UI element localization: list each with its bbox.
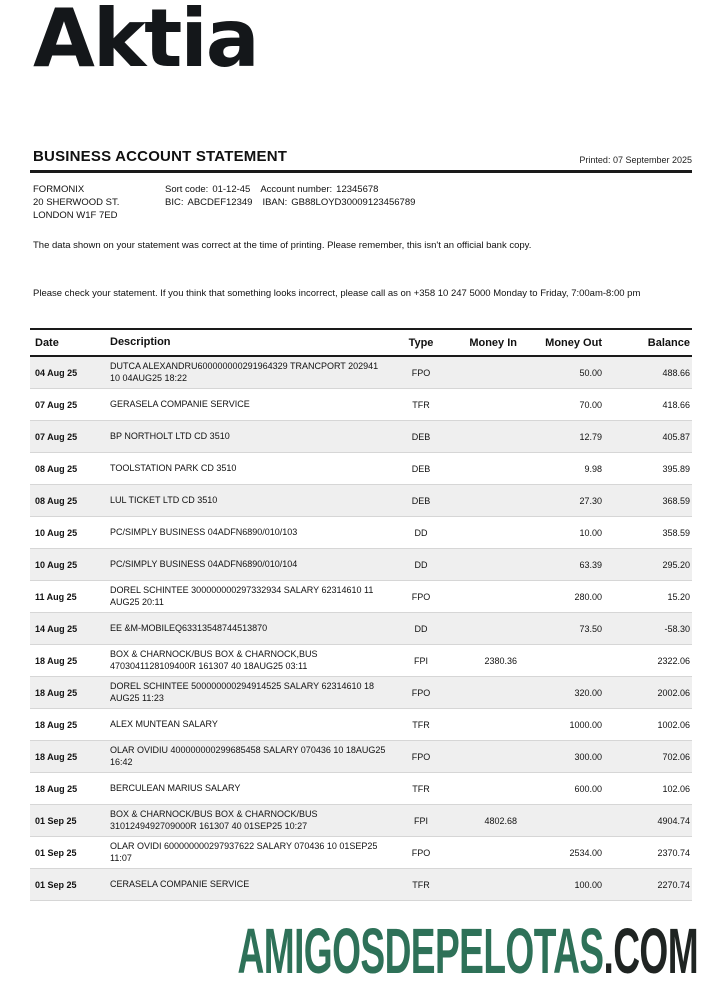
row-money-in: 4802.68 — [484, 815, 517, 826]
row-type: FPO — [411, 847, 431, 858]
row-description: BOX & CHARNOCK/BUS BOX & CHARNOCK,BUS 4703041128109400R 161307 40 18AUG25 03:11 — [110, 649, 318, 671]
table-row — [30, 805, 692, 837]
table-row — [30, 741, 692, 773]
bic-iban-line — [165, 196, 419, 209]
row-type: TFR — [412, 399, 430, 410]
row-date: 01 Sep 25 — [35, 815, 77, 826]
header-description: Description — [110, 335, 171, 348]
row-date: 01 Sep 25 — [35, 879, 77, 890]
table-row — [30, 837, 692, 869]
account-number-value: 12345678 — [336, 184, 379, 195]
row-type: TFR — [412, 879, 430, 890]
row-balance: 488.66 — [662, 367, 690, 378]
row-type: DD — [414, 623, 428, 634]
row-description: BP NORTHOLT LTD CD 3510 — [110, 430, 230, 441]
contact-notice: Please check your statement. If you think that something looks incorrect, please call as on +358 10 247 5000 Monday to Friday, 7:00am-8:00 pm — [33, 288, 641, 299]
row-description: CERASELA COMPANIE SERVICE — [110, 878, 250, 889]
row-date: 18 Aug 25 — [35, 751, 78, 762]
row-money-out: 280.00 — [574, 591, 602, 602]
table-row — [30, 549, 692, 581]
header-balance: Balance — [647, 336, 690, 349]
iban-label: IBAN: — [262, 197, 288, 208]
row-date: 10 Aug 25 — [35, 559, 78, 570]
row-description: GERASELA COMPANIE SERVICE — [110, 398, 250, 409]
row-type: TFR — [412, 719, 430, 730]
title-row — [33, 148, 692, 165]
table-row — [30, 773, 692, 805]
row-balance: 2322.06 — [657, 655, 690, 666]
row-type: DD — [414, 559, 428, 570]
row-balance: 15.20 — [667, 591, 690, 602]
row-type: FPO — [411, 591, 431, 602]
row-balance: 702.06 — [662, 751, 690, 762]
bank-logo: Aktia — [33, 0, 258, 85]
row-type: DD — [414, 527, 428, 538]
bic-value: ABCDEF12349 — [187, 197, 253, 208]
row-balance: 2270.74 — [657, 879, 690, 890]
row-date: 04 Aug 25 — [35, 367, 78, 378]
row-type: DEB — [411, 463, 431, 474]
row-description: OLAR OVIDI 600000000297937622 SALARY 070436 10 01SEP25 11:07 — [110, 841, 378, 863]
table-row — [30, 677, 692, 709]
printed-date: Printed: 07 September 2025 — [579, 155, 692, 165]
row-money-out: 73.50 — [579, 623, 602, 634]
row-money-out: 9.98 — [584, 463, 602, 474]
row-description: BOX & CHARNOCK/BUS BOX & CHARNOCK/BUS 3101249492709000R 161307 40 01SEP25 10:27 — [110, 809, 318, 831]
row-money-out: 600.00 — [574, 783, 602, 794]
row-money-out: 320.00 — [574, 687, 602, 698]
table-body — [30, 357, 692, 901]
row-date: 18 Aug 25 — [35, 687, 78, 698]
header-type: Type — [408, 336, 434, 349]
table-row — [30, 453, 692, 485]
sort-code-value: 01-12-45 — [212, 184, 251, 195]
row-money-out: 63.39 — [579, 559, 602, 570]
row-date: 01 Sep 25 — [35, 847, 77, 858]
table-header — [30, 328, 692, 357]
row-balance: 358.59 — [662, 527, 690, 538]
row-money-out: 300.00 — [574, 751, 602, 762]
row-balance: 418.66 — [662, 399, 690, 410]
row-description: TOOLSTATION PARK CD 3510 — [110, 462, 237, 473]
row-description: OLAR OVIDIU 400000000299685458 SALARY 070436 10 18AUG25 16:42 — [110, 745, 386, 767]
sort-code-label: Sort code: — [165, 184, 209, 195]
bic-label: BIC: — [165, 197, 184, 208]
row-type: FPO — [411, 751, 431, 762]
row-date: 08 Aug 25 — [35, 495, 78, 506]
title-divider — [30, 170, 692, 173]
row-balance: 1002.06 — [657, 719, 690, 730]
account-codes — [165, 183, 419, 222]
row-money-out: 50.00 — [579, 367, 602, 378]
sort-code-line — [165, 183, 419, 196]
row-date: 10 Aug 25 — [35, 527, 78, 538]
row-balance: 102.06 — [662, 783, 690, 794]
row-description: EE &M-MOBILEQ63313548744513870 — [110, 622, 268, 633]
watermark — [237, 914, 698, 988]
header-money-in: Money In — [469, 336, 517, 349]
table-row — [30, 581, 692, 613]
row-description: PC/SIMPLY BUSINESS 04ADFN6890/010/103 — [110, 526, 298, 537]
row-description: ALEX MUNTEAN SALARY — [110, 718, 218, 729]
table-row — [30, 645, 692, 677]
row-date: 18 Aug 25 — [35, 783, 78, 794]
row-date: 18 Aug 25 — [35, 719, 78, 730]
row-money-out: 1000.00 — [569, 719, 602, 730]
address-line-1: 20 SHERWOOD ST. — [33, 197, 120, 208]
watermark-name: AMIGOSDEPELOTAS — [237, 915, 604, 987]
row-balance: 4904.74 — [657, 815, 690, 826]
row-date: 07 Aug 25 — [35, 431, 78, 442]
row-type: FPO — [411, 687, 431, 698]
account-details — [33, 183, 419, 222]
watermark-tld: .COM — [603, 915, 698, 987]
header-date: Date — [35, 336, 59, 349]
row-type: FPI — [413, 815, 428, 826]
account-holder-address — [33, 183, 165, 222]
row-description: DOREL SCHINTEE 500000000294914525 SALARY 62314610 18 AUG25 11:23 — [110, 681, 375, 703]
row-balance: 368.59 — [662, 495, 690, 506]
row-money-in: 2380.36 — [484, 655, 517, 666]
row-money-out: 100.00 — [574, 879, 602, 890]
row-date: 07 Aug 25 — [35, 399, 78, 410]
row-money-out: 10.00 — [579, 527, 602, 538]
row-balance: 2370.74 — [657, 847, 690, 858]
table-row — [30, 421, 692, 453]
row-money-out: 2534.00 — [569, 847, 602, 858]
row-balance: 2002.06 — [657, 687, 690, 698]
row-balance: 295.20 — [662, 559, 690, 570]
table-row — [30, 517, 692, 549]
row-type: FPI — [413, 655, 428, 666]
iban-value: GB88LOYD30009123456789 — [291, 197, 416, 208]
row-date: 18 Aug 25 — [35, 655, 78, 666]
row-date: 14 Aug 25 — [35, 623, 78, 634]
row-type: TFR — [412, 783, 430, 794]
table-row — [30, 709, 692, 741]
accuracy-notice: The data shown on your statement was correct at the time of printing. Please remember, this isn't an official bank copy. — [33, 240, 532, 251]
row-description: DUTCA ALEXANDRU600000000291964329 TRANCPORT 202941 10 04AUG25 18:22 — [110, 361, 379, 383]
row-type: DEB — [411, 431, 431, 442]
row-balance: -58.30 — [664, 623, 690, 634]
row-date: 11 Aug 25 — [35, 591, 77, 602]
header-money-out: Money Out — [545, 336, 602, 349]
table-row — [30, 613, 692, 645]
table-row — [30, 389, 692, 421]
table-row — [30, 485, 692, 517]
page-title: BUSINESS ACCOUNT STATEMENT — [33, 148, 288, 165]
row-balance: 405.87 — [662, 431, 690, 442]
row-description: PC/SIMPLY BUSINESS 04ADFN6890/010/104 — [110, 558, 298, 569]
table-row — [30, 357, 692, 389]
row-balance: 395.89 — [662, 463, 690, 474]
row-type: FPO — [411, 367, 431, 378]
address-line-2: LONDON W1F 7ED — [33, 210, 118, 221]
row-date: 08 Aug 25 — [35, 463, 78, 474]
row-money-out: 12.79 — [579, 431, 602, 442]
row-description: LUL TICKET LTD CD 3510 — [110, 494, 218, 505]
row-money-out: 70.00 — [579, 399, 602, 410]
row-description: BERCULEAN MARIUS SALARY — [110, 782, 241, 793]
table-row — [30, 869, 692, 901]
row-money-out: 27.30 — [579, 495, 602, 506]
transactions-table — [30, 328, 692, 901]
row-type: DEB — [411, 495, 431, 506]
account-holder-name: FORMONIX — [33, 184, 85, 195]
account-number-label: Account number: — [260, 184, 333, 195]
row-description: DOREL SCHINTEE 300000000297332934 SALARY 62314610 11 AUG25 20:11 — [110, 585, 374, 607]
